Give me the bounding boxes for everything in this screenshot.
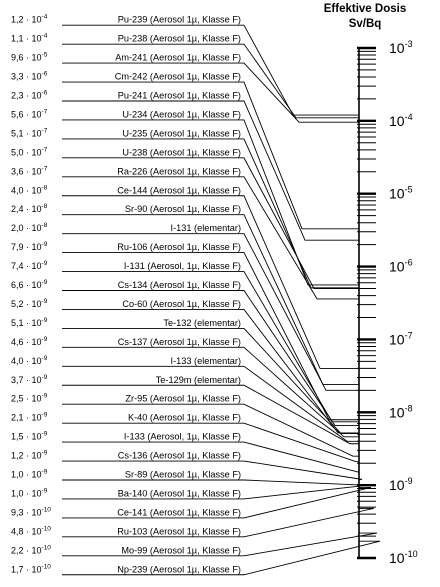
dose-value-label xyxy=(11,90,48,101)
dose-value-exponent: -9 xyxy=(41,335,48,343)
dose-value-label xyxy=(11,317,48,328)
dose-value-exponent: -6 xyxy=(41,70,48,78)
dose-value-label xyxy=(11,544,51,555)
nuclide-label: U-235 (Aerosol 1µ, Klasse F) xyxy=(122,128,241,139)
dose-value-exponent: -7 xyxy=(41,146,48,154)
dose-value-mantissa: 7,9 · 10 xyxy=(11,242,42,253)
decade-label-exponent: -8 xyxy=(404,403,413,414)
dose-value-mantissa: 1,2 · 10 xyxy=(11,14,42,25)
dose-value-exponent: -8 xyxy=(41,222,48,230)
decade-label-base: 10 xyxy=(389,331,405,348)
nuclide-label: Cs-136 (Aerosol 1µ, Klasse F) xyxy=(117,450,241,461)
decade-label-base: 10 xyxy=(389,404,405,421)
dose-value-exponent: -9 xyxy=(41,411,48,419)
dose-value-label xyxy=(11,525,51,536)
axis-unit: Sv/Bq xyxy=(348,18,382,30)
dose-value-label xyxy=(11,33,48,44)
dose-value-mantissa: 7,4 · 10 xyxy=(11,261,42,272)
decade-label xyxy=(389,258,413,275)
dose-value-mantissa: 2,1 · 10 xyxy=(11,412,42,423)
dose-value-exponent: -10 xyxy=(41,563,51,571)
nuclide-label: Pu-241 (Aerosol 1µ, Klasse F) xyxy=(117,90,241,101)
dose-value-exponent: -7 xyxy=(41,165,48,173)
dose-value-exponent: -5 xyxy=(41,51,48,59)
dose-value-exponent: -10 xyxy=(41,525,51,533)
nuclide-label: K-40 (Aerosol 1µ, Klasse F) xyxy=(127,412,241,423)
dose-value-mantissa: 2,3 · 10 xyxy=(11,90,42,101)
dose-value-mantissa: 2,0 · 10 xyxy=(11,223,42,234)
dose-value-mantissa: 5,0 · 10 xyxy=(11,147,42,158)
dose-value-exponent: -7 xyxy=(41,127,48,135)
dose-value-label xyxy=(11,336,48,347)
dose-value-mantissa: 3,6 · 10 xyxy=(11,166,42,177)
dose-value-exponent: -9 xyxy=(41,354,48,362)
nuclide-rows xyxy=(11,14,241,575)
nuclide-label: U-238 (Aerosol 1µ, Klasse F) xyxy=(122,147,241,158)
dose-value-label xyxy=(11,393,48,404)
dose-value-exponent: -6 xyxy=(41,89,48,97)
decade-label xyxy=(389,330,413,347)
dose-value-exponent: -9 xyxy=(41,373,48,381)
nuclide-label: Ru-106 (Aerosol 1µ, Klasse F) xyxy=(117,242,241,253)
nuclide-label: Pu-239 (Aerosol 1µ, Klasse F) xyxy=(117,14,241,25)
dose-value-label xyxy=(11,431,48,442)
dose-value-mantissa: 5,1 · 10 xyxy=(11,317,42,328)
dose-value-label xyxy=(11,260,48,271)
decade-label-base: 10 xyxy=(389,258,405,275)
dose-value-label xyxy=(11,203,48,214)
decade-label xyxy=(389,112,413,129)
decade-label xyxy=(389,185,413,202)
nuclide-label: Ce-141 (Aerosol 1µ, Klasse F) xyxy=(117,507,241,518)
decade-label-base: 10 xyxy=(389,477,405,494)
dose-value-mantissa: 6,6 · 10 xyxy=(11,280,42,290)
dose-value-mantissa: 1,0 · 10 xyxy=(11,469,42,480)
dose-value-label xyxy=(11,374,48,385)
dose-value-exponent: -4 xyxy=(41,13,48,21)
dose-value-mantissa: 2,2 · 10 xyxy=(11,545,42,556)
decade-label xyxy=(389,476,413,493)
nuclide-label: Te-129m (elementar) xyxy=(155,374,241,385)
dose-value-exponent: -10 xyxy=(41,544,51,552)
dose-value-label xyxy=(11,412,48,423)
nuclide-label: Te-132 (elementar) xyxy=(163,317,241,328)
dose-value-exponent: -9 xyxy=(41,241,48,249)
nuclide-label: Ru-103 (Aerosol 1µ, Klasse F) xyxy=(117,526,241,537)
nuclide-label: Sr-90 (Aerosol 1µ, Klasse F) xyxy=(124,204,241,215)
decade-label xyxy=(389,549,418,566)
decade-label-exponent: -6 xyxy=(404,257,413,268)
nuclide-label: Ce-144 (Aerosol 1µ, Klasse F) xyxy=(117,185,241,196)
dose-value-exponent: -9 xyxy=(41,260,48,268)
dose-value-mantissa: 4,8 · 10 xyxy=(11,526,42,537)
decade-label xyxy=(389,403,413,420)
decade-label-exponent: -10 xyxy=(404,549,418,559)
dose-value-label xyxy=(11,469,48,480)
nuclide-label: I-131 (Aerosol, 1µ, Klasse F) xyxy=(123,261,241,272)
decade-label-exponent: -3 xyxy=(404,39,413,49)
dose-value-mantissa: 2,5 · 10 xyxy=(11,393,42,404)
dose-value-mantissa: 4,6 · 10 xyxy=(11,336,42,347)
decade-label xyxy=(389,39,413,56)
dose-value-label xyxy=(11,146,48,157)
dose-value-mantissa: 1,7 · 10 xyxy=(11,564,42,575)
dose-value-label xyxy=(11,506,51,517)
nuclide-label: I-133 (Aerosol, 1µ, Klasse F) xyxy=(123,431,241,442)
dose-value-exponent: -9 xyxy=(41,430,48,438)
dose-value-label xyxy=(11,165,48,176)
dose-value-mantissa: 9,6 · 10 xyxy=(11,52,42,63)
nuclide-label: Cs-134 (Aerosol 1µ, Klasse F) xyxy=(117,280,241,290)
decade-label-exponent: -5 xyxy=(404,184,413,195)
dose-value-mantissa: 5,2 · 10 xyxy=(11,298,42,309)
nuclide-label: Am-241 (Aerosol 1µ, Klasse F) xyxy=(115,52,241,63)
dose-value-mantissa: 1,2 · 10 xyxy=(11,450,42,461)
dose-value-exponent: -9 xyxy=(41,487,48,495)
dose-value-label xyxy=(11,563,51,574)
dose-value-label xyxy=(11,127,48,138)
dose-value-label xyxy=(11,241,48,252)
dose-value-label xyxy=(11,52,48,63)
connector-line xyxy=(62,480,365,485)
decade-label-base: 10 xyxy=(389,112,405,129)
nuclide-label: Cm-242 (Aerosol 1µ, Klasse F) xyxy=(114,71,241,82)
dose-value-mantissa: 5,6 · 10 xyxy=(11,109,42,120)
dose-value-mantissa: 4,0 · 10 xyxy=(11,185,42,196)
dose-value-exponent: -4 xyxy=(41,32,48,40)
nuclide-label: Np-239 (Aerosol 1µ, Klasse F) xyxy=(117,564,241,575)
dose-value-exponent: -9 xyxy=(41,316,48,324)
dose-value-mantissa: 3,3 · 10 xyxy=(11,71,42,82)
decade-label-base: 10 xyxy=(389,550,405,566)
dose-value-exponent: -9 xyxy=(41,279,48,286)
nuclide-label: Cs-137 (Aerosol 1µ, Klasse F) xyxy=(117,336,241,347)
log-scale xyxy=(357,39,418,566)
nuclide-label: Ra-226 (Aerosol 1µ, Klasse F) xyxy=(117,166,241,177)
dose-value-mantissa: 1,5 · 10 xyxy=(11,431,42,442)
nuclide-label: I-133 (elementar) xyxy=(170,355,241,366)
dose-value-label xyxy=(11,487,48,498)
dose-value-label xyxy=(11,108,48,119)
decade-label-exponent: -9 xyxy=(404,476,413,487)
dose-value-mantissa: 1,1 · 10 xyxy=(11,33,42,44)
nuclide-label: Mo-99 (Aerosol 1µ, Klasse F) xyxy=(121,545,241,556)
dose-value-exponent: -8 xyxy=(41,184,48,192)
decade-label-base: 10 xyxy=(389,40,405,56)
nuclide-label: Zr-95 (Aerosol 1µ, Klasse F) xyxy=(125,393,241,404)
dose-value-exponent: -10 xyxy=(41,506,51,514)
dose-value-exponent: -7 xyxy=(41,108,48,116)
dose-value-mantissa: 9,3 · 10 xyxy=(11,507,42,518)
dose-value-label xyxy=(11,355,48,366)
nuclide-label: Co-60 (Aerosol 1µ, Klasse F) xyxy=(122,298,241,309)
nuclide-label: I-131 (elementar) xyxy=(170,223,241,234)
dose-value-label xyxy=(11,71,48,82)
axis-title: Effektive Dosis xyxy=(323,3,407,15)
dose-value-label xyxy=(11,184,48,195)
nuclide-label: Sr-89 (Aerosol 1µ, Klasse F) xyxy=(124,469,241,480)
dose-value-mantissa: 4,0 · 10 xyxy=(11,355,42,366)
decade-label-exponent: -7 xyxy=(404,330,413,341)
nuclide-label: Pu-238 (Aerosol 1µ, Klasse F) xyxy=(117,33,241,44)
dose-value-mantissa: 2,4 · 10 xyxy=(11,204,42,215)
dose-value-mantissa: 3,7 · 10 xyxy=(11,374,42,385)
dose-value-label xyxy=(11,450,48,461)
dose-value-label xyxy=(11,14,48,25)
dose-value-exponent: -8 xyxy=(41,203,48,211)
nuclide-label: U-234 (Aerosol 1µ, Klasse F) xyxy=(122,109,241,120)
dose-value-exponent: -9 xyxy=(41,468,48,476)
decade-label-exponent: -4 xyxy=(404,111,413,122)
dose-value-label xyxy=(11,279,48,290)
dose-value-mantissa: 1,0 · 10 xyxy=(11,488,42,499)
dose-value-exponent: -9 xyxy=(41,392,48,400)
dose-value-label xyxy=(11,222,48,233)
dose-value-exponent: -9 xyxy=(41,449,48,457)
decade-label-base: 10 xyxy=(389,185,405,202)
nuclide-label: Ba-140 (Aerosol 1µ, Klasse F) xyxy=(117,488,241,499)
dose-value-exponent: -9 xyxy=(41,297,48,305)
dose-value-label xyxy=(11,298,48,309)
dose-value-mantissa: 5,1 · 10 xyxy=(11,128,42,139)
